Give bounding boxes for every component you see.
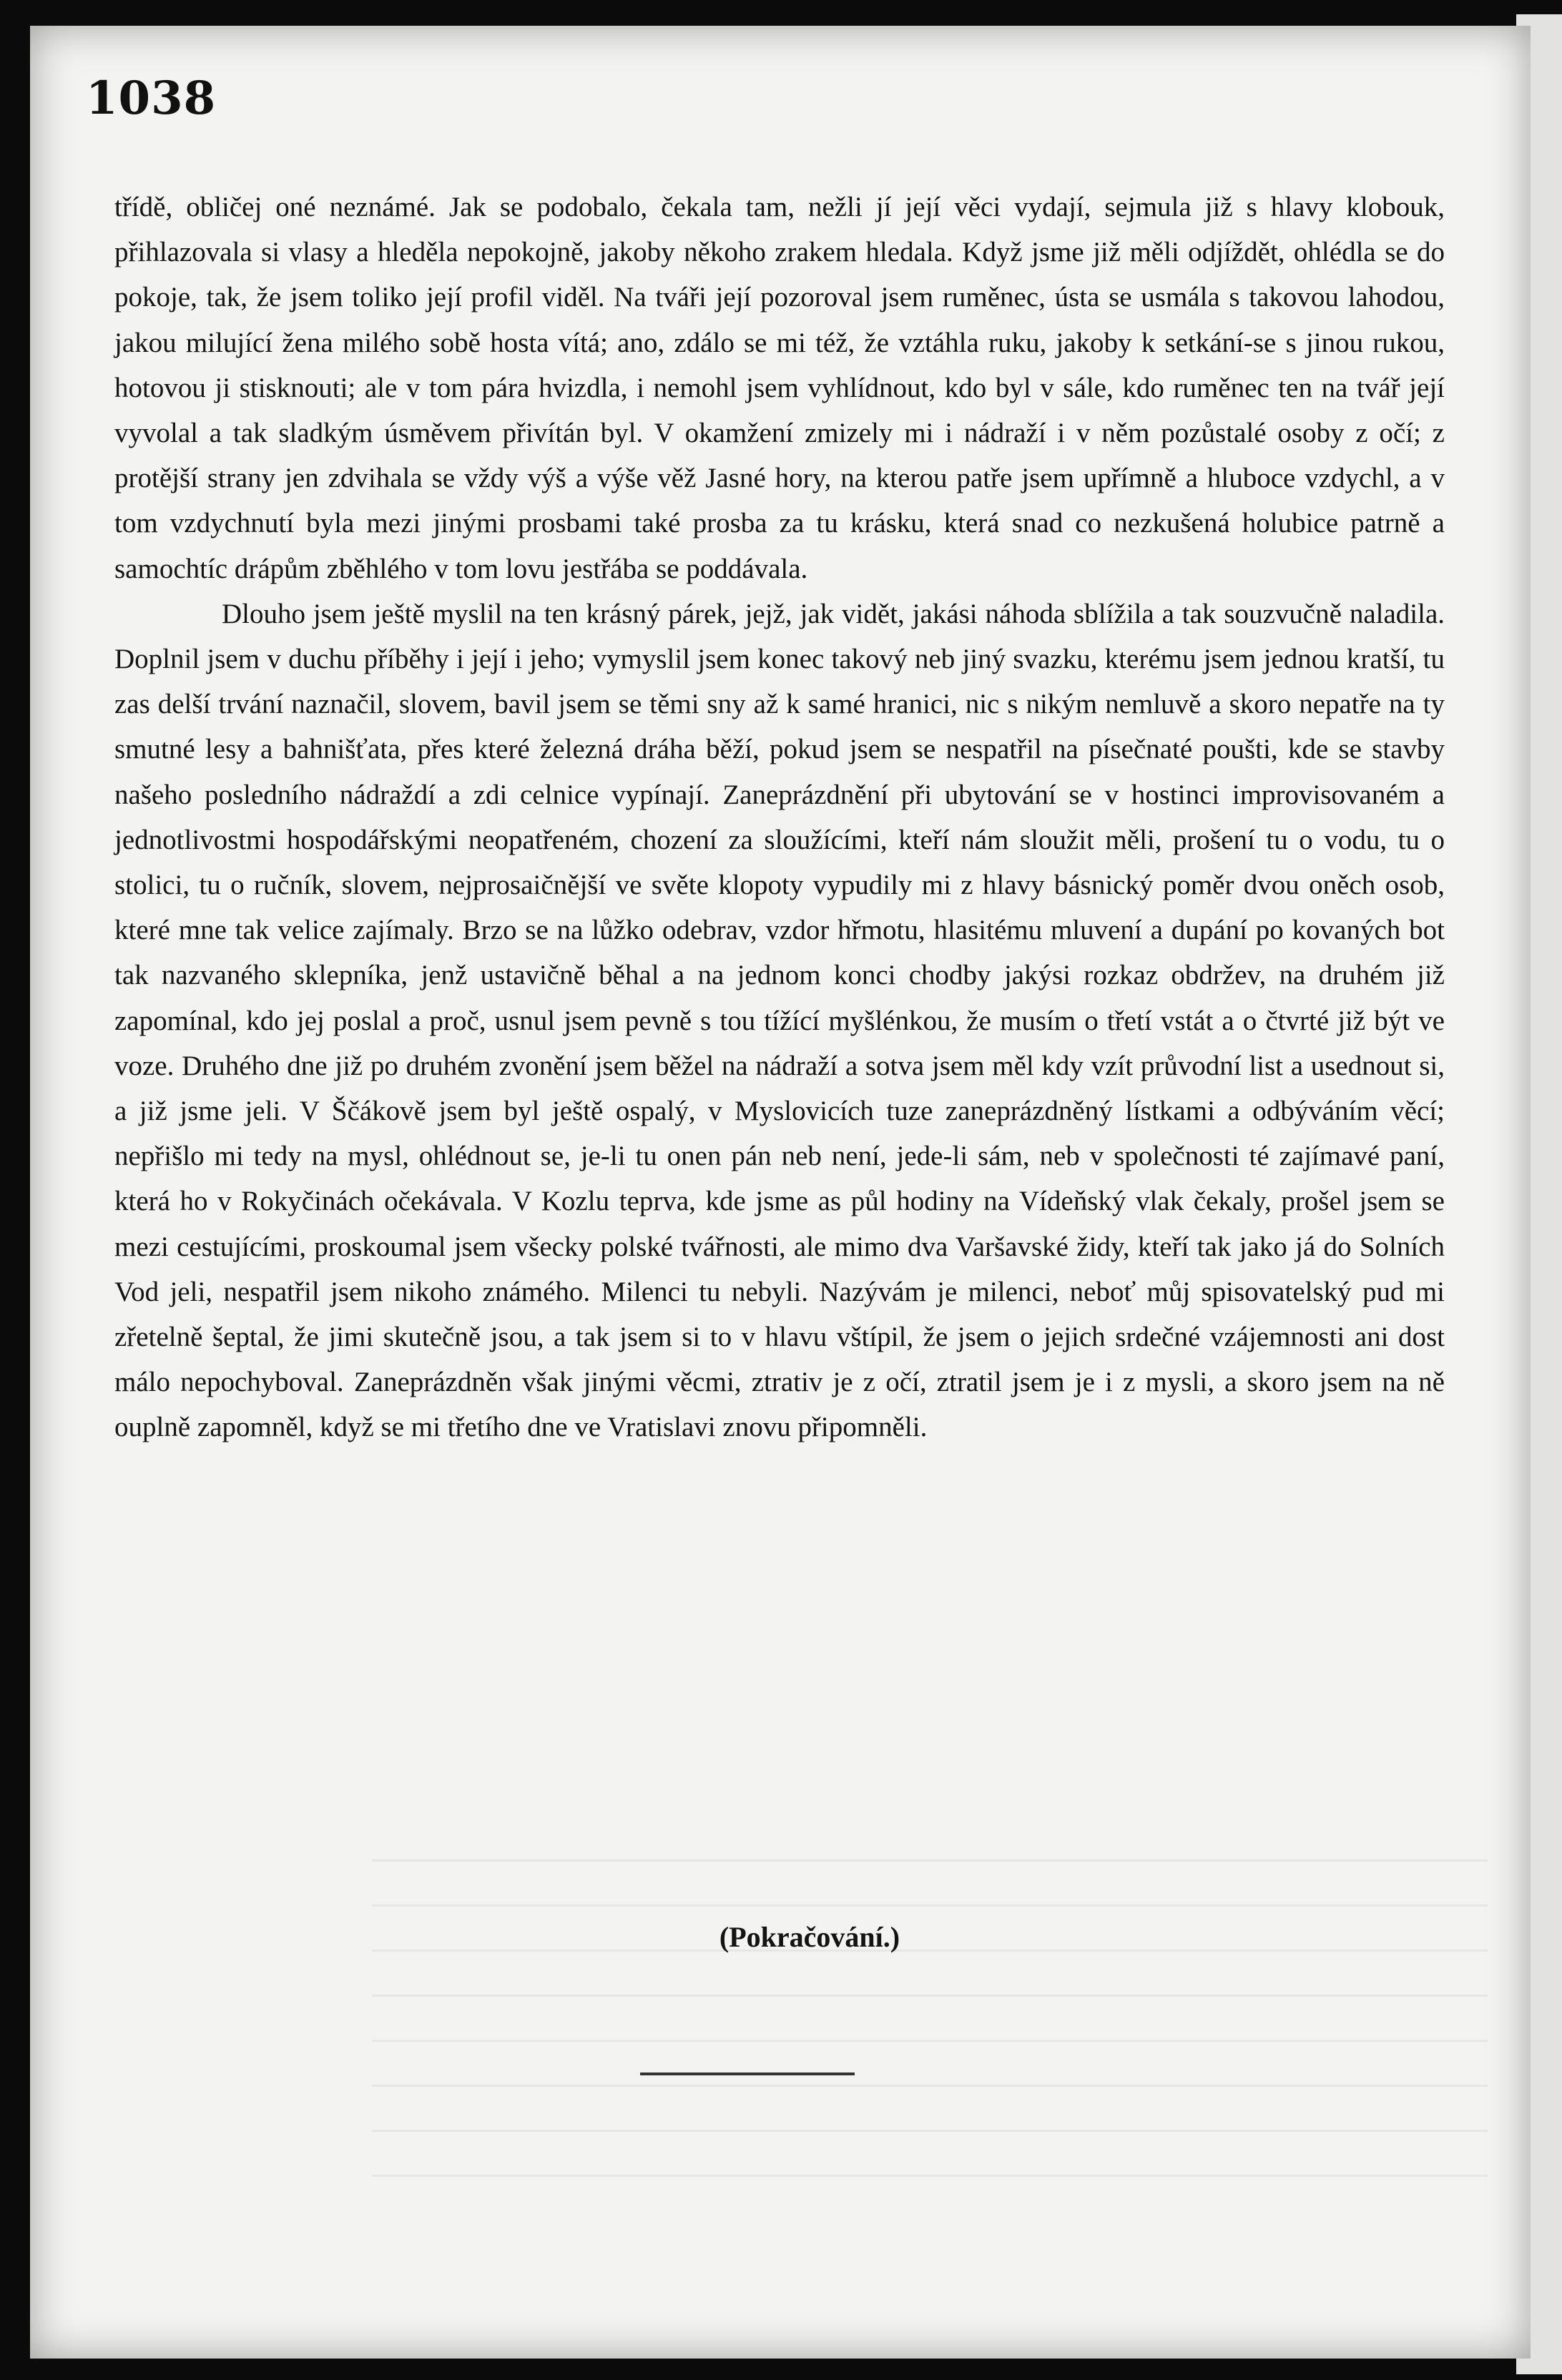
continuation-note: (Pokračování.) [719, 1921, 900, 1953]
show-through-text [372, 1859, 1488, 2288]
page-number: 1038 [86, 72, 217, 125]
article-body [114, 185, 1445, 1450]
paragraph-1: třídě, obličej oné neznámé. Jak se podobalo, čekala tam, nežli jí její věci vydají, sejmula již s hlavy klobouk, přihlazovala si vlasy a hleděla nepokojně, jakoby někoho zrakem hledala. Když jsme již měli odjíždět, ohlédla se do pokoje, tak, že jsem toliko její profil viděl. Na tváři její pozoroval jsem ruměnec, ústa se usmála s takovou lahodou, jakou milující žena milého sobě hosta vítá; ano, zdálo se mi též, že vztáhla ruku, jakoby k setkání-se s jinou rukou, hotovou ji stisknouti; ale v tom pára hvizdla, i nemohl jsem vyhlídnout, kdo byl v sále, kdo ruměnec ten na tvář její vyvolal a tak sladkým úsměvem přivítán byl. V okamžení zmizely mi i nádraží i v něm pozůstalé osoby z očí; z protější strany jen zdvihala se vždy výš a výše věž Jasné hory, na kterou patře jsem upřímně a hluboce vzdychl, a v tom vzdychnutí byla mezi jinými prosbami také prosba za tu krásku, která snad co nezkušená holubice patrně a samochtíc drápům zběhlého v tom lovu jestřába se poddávala. [114, 192, 1445, 584]
paragraph-2: Dlouho jsem ještě myslil na ten krásný párek, jejž, jak vidět, jakási náhoda sblížila a tak souzvučně naladila. Doplnil jsem v duchu příběhy i její i jeho; vymyslil jsem konec takový neb jiný svazku, kterému jsem jednou kratší, tu zas delší trvání naznačil, slovem, bavil jsem se těmi sny až k samé hranici, nic s nikým nemluvě a skoro nepatře na ty smutné lesy a bahnišťata, přes které železná dráha běží, pokud jsem se nespatřil na písečnaté poušti, kde se stavby našeho posledního nádraždí a zdi celnice vypínají. Zaneprázdnění při ubytování se v hostinci improvisovaném a jednotlivostmi hospodářskými neopatřeném, chození za sloužícími, kteří nám sloužit měli, prošení tu o vodu, tu o stolici, tu o ručník, slovem, nejprosaičnější ve světe klopoty vypudily mi z hlavy básnický poměr dvou oněch osob, které mne tak velice zajímaly. Brzo se na lůžko odebrav, vzdor hřmotu, hlasitému mluvení a dupání po kovaných bot tak nazvaného sklepníka, jenž ustavičně běhal a na jednom konci chodby jakýsi rozkaz obdržev, na druhém již zapomínal, kdo jej poslal a proč, usnul jsem pevně s tou tížící myšlénkou, že musím o třetí vstát a o čtvrté již být ve voze. Druhého dne již po druhém zvonění jsem běžel na nádraží a sotva jsem měl kdy vzít průvodní list a usednout si, a již jsme jeli. V Ščákově jsem byl ještě ospalý, v Myslovicích tuze zaneprázdněný lístkami a odbýváním věcí; nepřišlo mi tedy na mysl, ohlédnout se, je-li tu onen pán neb není, jede-li sám, neb v společnosti té zajímavé paní, která ho v Rokyčinách očekávala. V Kozlu teprva, kde jsme as půl hodiny na Vídeňský vlak čekaly, prošel jsem se mezi cestujícími, proskoumal jsem všecky polské tvářnosti, ale mimo dva Varšavské židy, kteří tak jako já do Solních Vod jeli, nespatřil jsem nikoho známého. Milenci tu nebyli. Nazývám je milenci, neboť můj spisovatelský pud mi zřetelně šeptal, že jimi skutečně jsou, a tak jsem si to v hlavu vštípil, že jsem o jejich srdečné vzájemnosti ani dost málo nepochyboval. Zaneprázdněn však jinými věcmi, ztrativ je z očí, ztratil jsem je i z mysli, a skoro jsem na ně ouplně zapomněl, když se mi třetího dne ve Vratislavi znovu připomněli. [114, 598, 1445, 1443]
